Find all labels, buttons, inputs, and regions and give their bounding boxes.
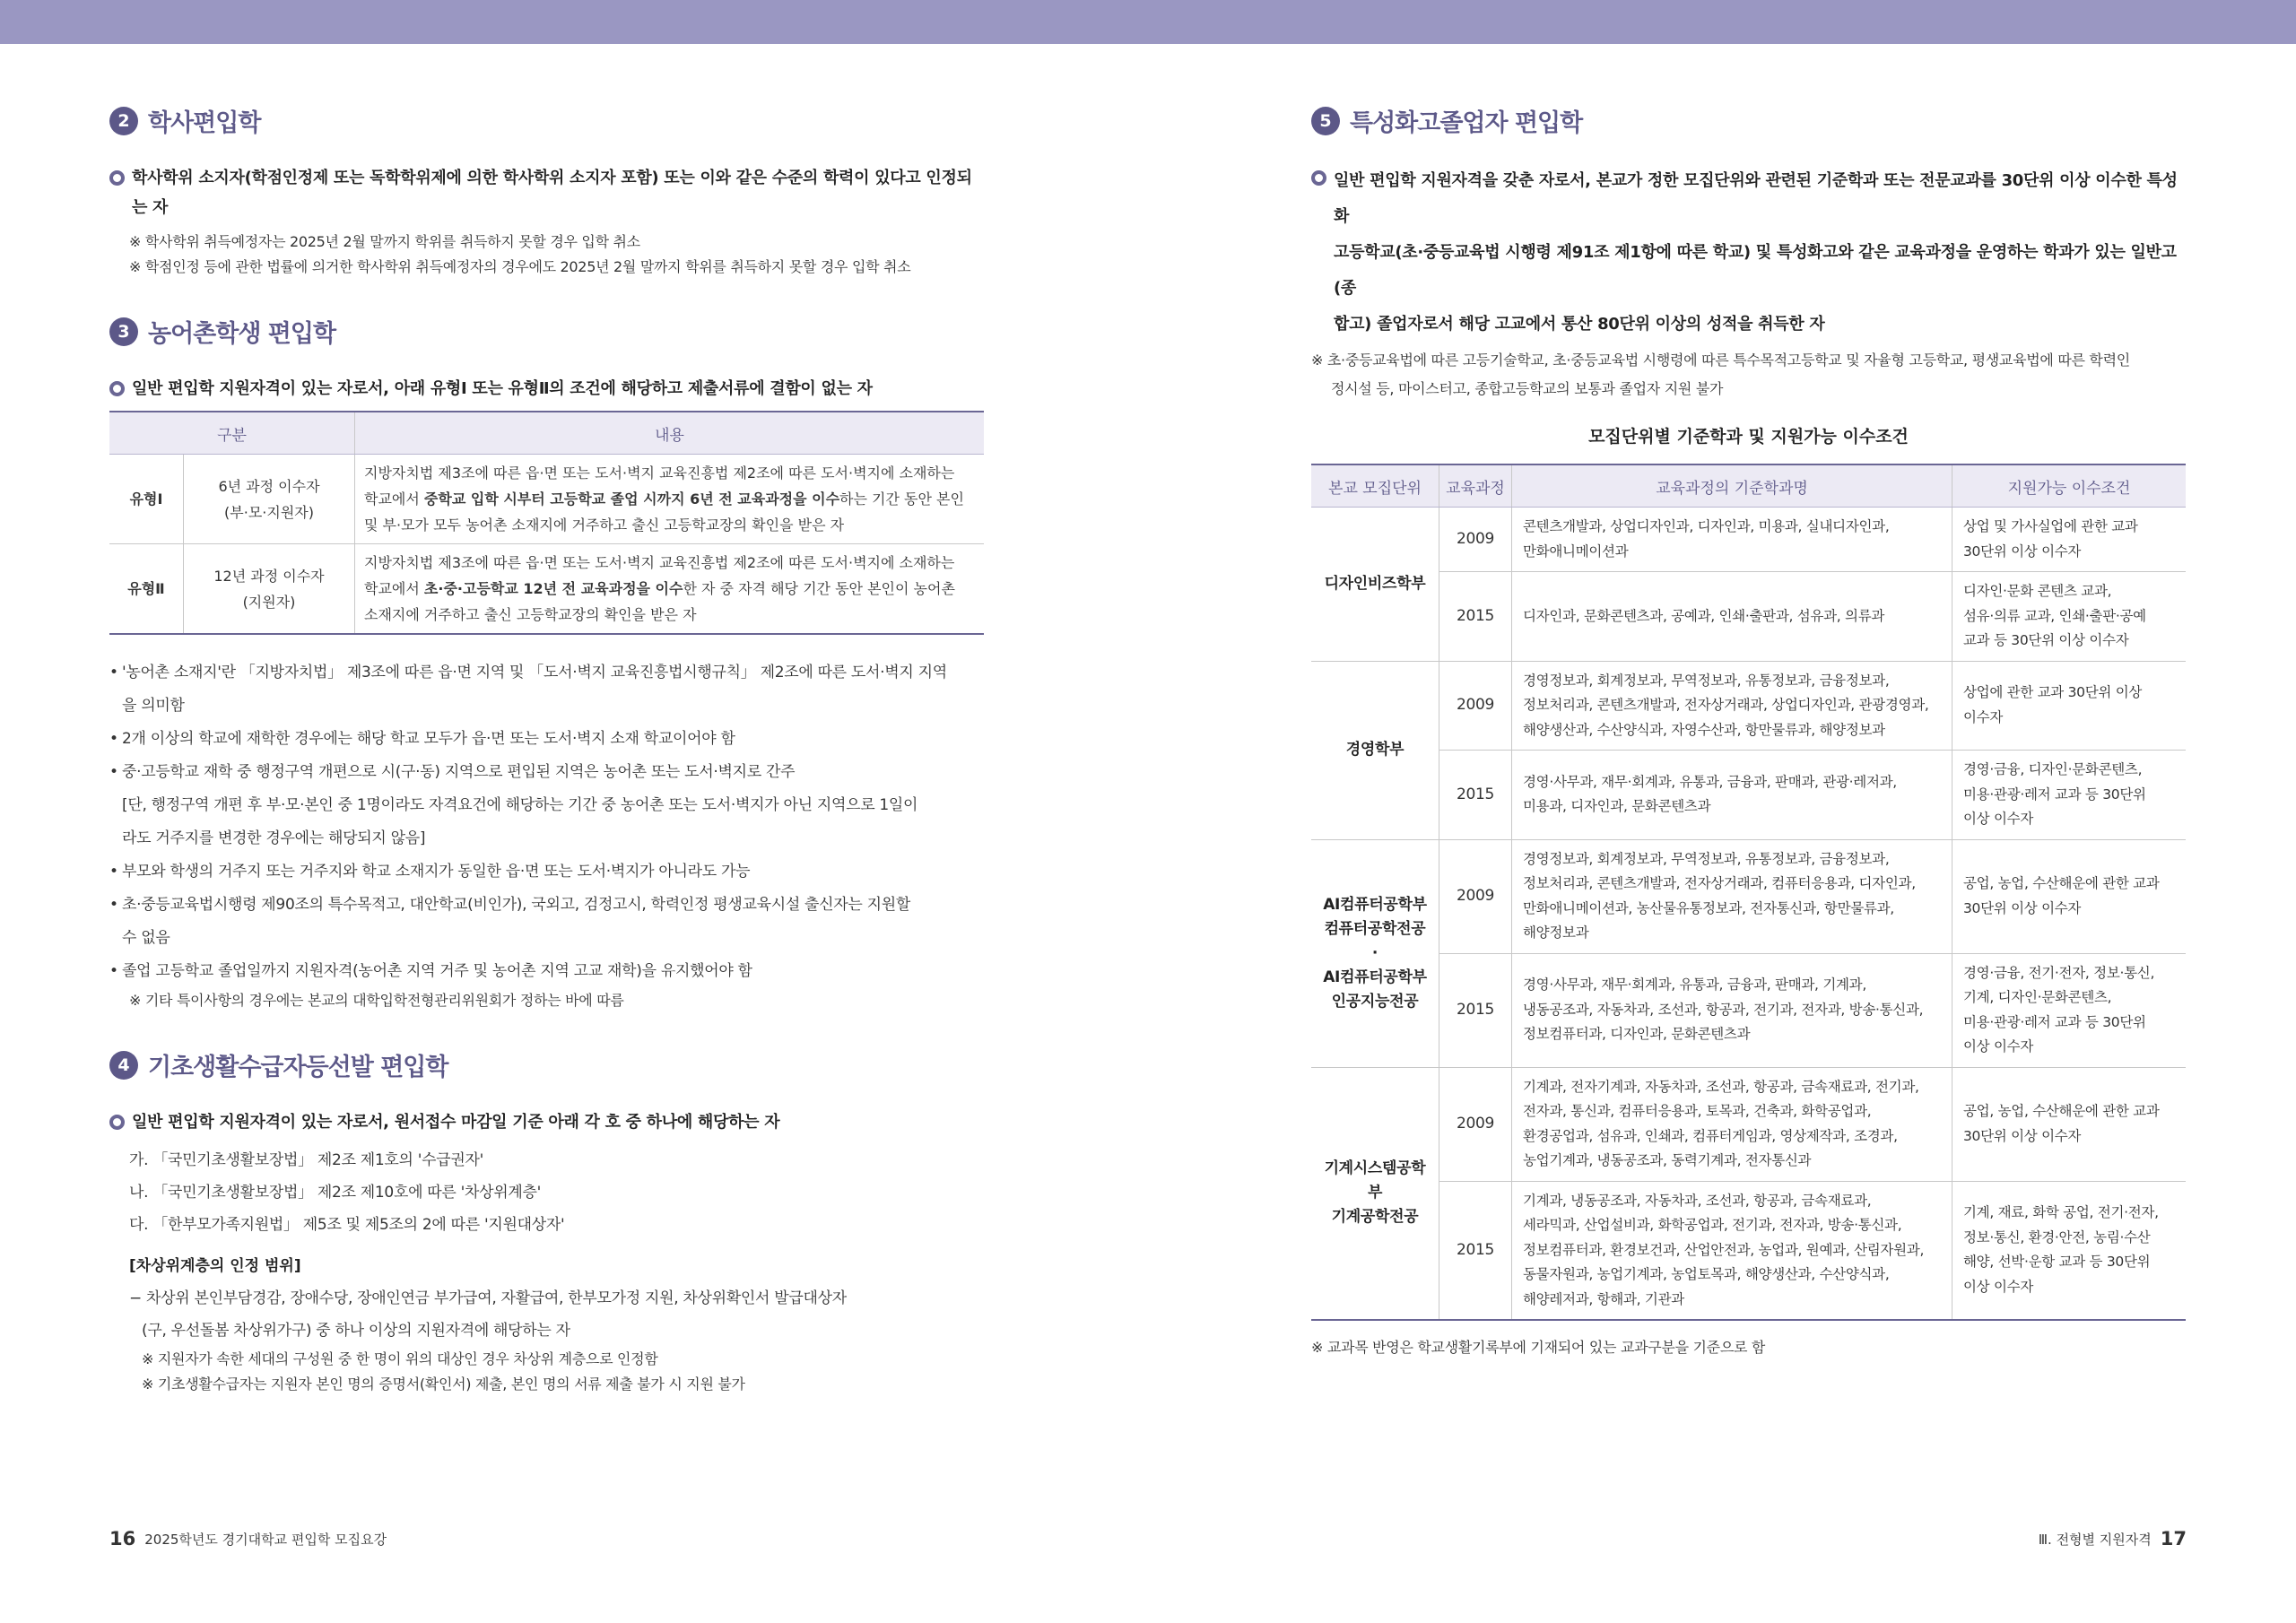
bullet-line: 합고) 졸업자로서 해당 고교에서 통산 80단위 이상의 성적을 취득한 자 [1334,315,1825,334]
table-header: 교육과정 [1439,464,1512,508]
list-item: • 중·고등학교 재학 중 행정구역 개편으로 시(구·동) 지역으로 편입된 지역은 농어촌 또는 도서·벽지로 간주 [109,756,984,789]
dept-line: 기계공학전공 [1331,1208,1419,1227]
curriculum-year: 2015 [1439,1181,1512,1320]
curriculum-year: 2015 [1439,572,1512,662]
bullet-line: 고등학교(초·중등교육법 시행령 제91조 제1항에 따른 학교) 및 특성화고와 같은 교육과정을 운영하는 학과가 있는 일반고(종 [1334,243,2177,298]
dept-cell [1311,508,1439,662]
major-line: 디자인과, 문화콘텐츠과, 공예과, 인쇄·출판과, 섬유과, 의류과 [1523,607,1885,624]
dept-cell [1311,839,1439,1067]
bullet-text: 학사학위 소지자(학점인정제 또는 독학학위제에 의한 학사학위 소지자 포함) 또는 이와 같은 수준의 학력이 있다고 인정되는 자 [132,169,972,217]
type-label: 유형Ⅰ [109,455,184,544]
major-line: 정보컴퓨터과, 환경보건과, 산업안전과, 농업과, 원예과, 산림자원과, [1523,1241,1925,1258]
dept-cell [1311,661,1439,839]
condition-line: 미용·관광·레저 교과 등 30단위 [1963,785,2146,803]
majors-cell [1512,751,1952,840]
footer-title: Ⅲ. 전형별 지원자격 [2038,1531,2152,1548]
majors-cell [1512,661,1952,751]
dept-line: AI컴퓨터공학부 [1323,968,1427,986]
eligibility-bullet [1311,163,2186,343]
type-desc-line: (지원자) [242,593,296,611]
list-item-cont: 수 없음 [122,929,170,947]
condition-line: 공업, 농업, 수산해운에 관한 교과 [1963,875,2160,891]
note: ※ 지원자가 속한 세대의 구성원 중 한 명이 위의 대상인 경우 차상위 계층으로 인정함 [142,1350,658,1367]
list-item: • 2개 이상의 학교에 재학한 경우에는 해당 학교 모두가 읍·면 또는 도서·벽지 소재 학교이어야 함 [109,723,984,756]
eligibility-bullet [109,163,984,222]
content-line: 지방자치법 제3조에 따른 읍·면 또는 도서·벽지 교육진흥법 제2조에 따른 도서·벽지에 소재하는 [364,554,955,571]
curriculum-year: 2009 [1439,839,1512,953]
content-line: 및 부·모가 모두 농어촌 소재지에 거주하고 출신 고등학교장의 확인을 받은 자 [364,516,845,534]
table-row [1311,661,2186,751]
majors-cell [1512,839,1952,953]
major-line: 해양정보과 [1523,924,1589,941]
table-title: 모집단위별 기준학과 및 지원가능 이수조건 [1588,427,1909,447]
major-line: 기계과, 전자기계과, 자동차과, 조선과, 항공과, 금속재료과, 전기과, [1523,1078,1919,1095]
condition-cell [1952,751,2187,840]
majors-cell [1512,953,1952,1067]
content-text: 학교에서 [364,580,424,597]
page-number: 17 [2160,1528,2187,1549]
condition-line: 디자인·문화 콘텐츠 교과, [1963,583,2112,599]
curriculum-year: 2009 [1439,1067,1512,1181]
majors-cell [1512,572,1952,662]
condition-line: 이상 이수자 [1963,811,2033,827]
list-item-text: 초·중등교육법시행령 제90조의 특수목적고, 대안학교(비인가), 국외고, 검정고시, 학력인정 평생교육시설 출신자는 지원할 [122,896,911,914]
note: ※ 기타 특이사항의 경우에는 본교의 대학입학전형관리위원회가 정하는 바에 따름 [129,992,624,1009]
content-emphasis: 중학교 입학 시부터 고등학교 졸업 시까지 6년 전 교육과정을 이수 [423,490,840,508]
condition-cell [1952,839,2187,953]
sub-line: (구, 우선돌봄 차상위가구) 중 하나 이상의 지원자격에 해당하는 자 [142,1322,570,1340]
table-row [1311,839,2186,953]
list-item: • 초·중등교육법시행령 제90조의 특수목적고, 대안학교(비인가), 국외고, 검정고시, 학력인정 평생교육시설 출신자는 지원할 [109,889,984,922]
type-content [355,455,985,544]
condition-line: 공업, 농업, 수산해운에 관한 교과 [1963,1103,2160,1119]
major-line: 해양생산과, 수산양식과, 자영수산과, 항만물류과, 해양정보과 [1523,721,1885,738]
dept-cell [1311,1067,1439,1320]
content-line [364,576,975,602]
majors-cell [1512,1181,1952,1320]
note: 정시설 등, 마이스터고, 종합고등학교의 보통과 졸업자 지원 불가 [1331,380,1724,397]
list-item-cont: 라도 거주지를 변경한 경우에는 해당되지 않음] [122,829,426,847]
left-page [109,103,984,1397]
major-line: 정보컴퓨터과, 디자인과, 문화콘텐츠과 [1523,1026,1751,1043]
type-label: 유형Ⅱ [109,544,184,635]
right-page [1311,103,2186,1360]
majors-cell [1512,508,1952,572]
major-criteria-table [1311,464,2186,1321]
table-row [109,455,984,544]
list-item-cont: [단, 행정구역 개편 후 부·모·본인 중 1명이라도 자격요건에 해당하는 기간 중 농어촌 또는 도서·벽지가 아닌 지역으로 1일이 [122,796,918,814]
major-line: 기계과, 냉동공조과, 자동차과, 조선과, 항공과, 금속재료과, [1523,1192,1872,1209]
list-item: • '농어촌 소재지'란 「지방자치법」 제3조에 따른 읍·면 지역 및 「도서·벽지 교육진흥법시행규칙」 제2조에 따른 도서·벽지 지역 [109,656,984,690]
section-4-heading [109,1047,984,1082]
condition-line: 미용·관광·레저 교과 등 30단위 [1963,1013,2146,1030]
table-header: 교육과정의 기준학과명 [1512,464,1952,508]
rural-conditions-list [109,656,984,1013]
top-color-bar [0,0,2296,44]
condition-cell [1952,953,2187,1067]
major-line: 냉동공조과, 자동차과, 조선과, 항공과, 전기과, 전자과, 방송·통신과, [1523,1001,1924,1018]
major-line: 경영·사무과, 재무·회계과, 유통과, 금융과, 판매과, 기계과, [1523,976,1866,994]
eligibility-bullet [109,1107,984,1137]
section-title: 기초생활수급자등선발 편입학 [148,1054,448,1081]
major-line: 경영정보과, 회계정보과, 무역정보과, 유통정보과, 금융정보과, [1523,672,1890,689]
major-line: 만화애니메이션과, 농산물유통정보과, 전자통신과, 항만물류과, [1523,899,1894,916]
bullet-line: 일반 편입학 지원자격을 갖춘 자로서, 본교가 정한 모집단위와 관련된 기준학과 또는 전문교과를 30단위 이상 이수한 특성화 [1334,171,2178,226]
eligibility-item: 가. 「국민기초생활보장법」 제2조 제1호의 '수급권자' [129,1151,484,1169]
type-content [355,544,985,635]
note: ※ 학점인정 등에 관한 법률에 의거한 학사학위 취득예정자의 경우에도 2025년 2월 말까지 학위를 취득하지 못할 경우 입학 취소 [129,258,911,275]
condition-line: 30단위 이상 이수자 [1963,899,2082,916]
section-title: 농어촌학생 편입학 [148,320,336,348]
list-item-text: 졸업 고등학교 졸업일까지 지원자격(농어촌 지역 거주 및 농어촌 지역 고교 재학)을 유지했어야 함 [122,962,752,980]
eligibility-item: 나. 「국민기초생활보장법」 제2조 제10호에 따른 '차상위계층' [129,1184,542,1202]
condition-line: 이상 이수자 [1963,1278,2033,1295]
content-text: 학교에서 [364,490,424,508]
type-desc-line: (부·모·지원자) [224,503,314,521]
section-title: 학사편입학 [148,109,261,137]
condition-cell [1952,508,2187,572]
major-line: 경영정보과, 회계정보과, 무역정보과, 유통정보과, 금융정보과, [1523,850,1890,867]
dept-line: 인공지능전공 [1331,992,1419,1011]
condition-line: 정보·통신, 환경·안전, 농림·수산 [1963,1228,2151,1245]
content-text: 한 자 중 자격 해당 기간 동안 본인이 농어촌 [683,580,955,597]
content-line: 소재지에 거주하고 출신 고등학교장의 확인을 받은 자 [364,606,697,623]
eligibility-bullet [109,374,984,404]
section-2-heading [109,103,984,138]
section-number-badge: 3 [109,317,138,346]
type-desc-line: 6년 과정 이수자 [218,477,320,495]
major-line: 경영·사무과, 재무·회계과, 유통과, 금융과, 판매과, 관광·레저과, [1523,773,1897,790]
bullet-circle-icon [109,381,125,396]
curriculum-year: 2009 [1439,661,1512,751]
condition-line: 상업에 관한 교과 30단위 이상 [1963,684,2143,701]
section-5-heading [1311,103,2186,138]
list-item-text: 부모와 학생의 거주지 또는 거주지와 학교 소재지가 동일한 읍·면 또는 도서·벽지가 아니라도 가능 [122,863,751,881]
sub-title: [차상위계층의 인정 범위] [129,1257,301,1275]
content-line: 지방자치법 제3조에 따른 읍·면 또는 도서·벽지 교육진흥법 제2조에 따른 도서·벽지에 소재하는 [364,464,955,482]
table-header-content: 내용 [355,412,985,455]
list-item: • 졸업 고등학교 졸업일까지 지원자격(농어촌 지역 거주 및 농어촌 지역 고교 재학)을 유지했어야 함 [109,955,984,988]
section-number-badge: 4 [109,1051,138,1080]
condition-cell [1952,1067,2187,1181]
dept-line: 경영학부 [1345,741,1405,759]
bullet-text: 일반 편입학 지원자격이 있는 자로서, 원서접수 마감일 기준 아래 각 호 중 하나에 해당하는 자 [132,1113,780,1132]
major-line: 콘텐츠개발과, 상업디자인과, 디자인과, 미용과, 실내디자인과, [1523,518,1890,534]
majors-cell [1512,1067,1952,1181]
major-line: 전자과, 통신과, 컴퓨터응용과, 토목과, 건축과, 화학공업과, [1523,1103,1872,1119]
table-row [1311,751,2186,840]
footer-right [2039,1528,2187,1549]
rural-type-table [109,411,984,635]
major-line: 정보처리과, 콘텐츠개발과, 전자상거래과, 컴퓨터응용과, 디자인과, [1523,875,1916,891]
note: ※ 교과목 반영은 학교생활기록부에 기재되어 있는 교과구분을 기준으로 함 [1311,1339,1766,1356]
dept-line: AI컴퓨터공학부 [1323,895,1427,914]
condition-line: 이상 이수자 [1963,1038,2033,1055]
condition-line: 경영·금융, 디자인·문화콘텐츠, [1963,761,2143,777]
content-text: 하는 기간 동안 본인 [839,490,964,508]
table-row [1311,508,2186,572]
table-row [1311,953,2186,1067]
content-line [364,486,975,512]
content-emphasis: 초·중·고등학교 12년 전 교육과정을 이수 [423,580,683,597]
condition-cell [1952,1181,2187,1320]
table-row [1311,1181,2186,1320]
major-line: 정보처리과, 콘텐츠개발과, 전자상거래과, 상업디자인과, 관광경영과, [1523,697,1929,713]
dept-line: 기계시스템공학부 [1324,1159,1426,1202]
condition-line: 상업 및 가사실업에 관한 교과 [1963,518,2138,534]
major-line: 해양레저과, 항해과, 기관과 [1523,1290,1684,1307]
page-number: 16 [109,1528,136,1549]
bullet-text [1334,163,2186,343]
table-row [1311,1067,2186,1181]
sub-line: − 차상위 본인부담경감, 장애수당, 장애인연금 부가급여, 자활급여, 한부모가정 지원, 차상위확인서 발급대상자 [129,1289,847,1307]
eligibility-item: 다. 「한부모가족지원법」 제5조 및 제5조의 2에 따른 '지원대상자' [129,1216,565,1234]
list-item: • 부모와 학생의 거주지 또는 거주지와 학교 소재지가 동일한 읍·면 또는 도서·벽지가 아니라도 가능 [109,855,984,889]
dept-line: 컴퓨터공학전공 [1324,919,1426,938]
curriculum-year: 2015 [1439,953,1512,1067]
major-line: 세라믹과, 산업설비과, 화학공업과, 전기과, 전자과, 방송·통신과, [1523,1217,1902,1233]
table-body [1311,508,2186,1321]
note: ※ 초·중등교육법에 따른 고등기술학교, 초·중등교육법 시행령에 따른 특수목적고등학교 및 자율형 고등학교, 평생교육법에 따른 학력인 [1311,352,2130,369]
footer-title: 2025학년도 경기대학교 편입학 모집요강 [144,1531,387,1548]
condition-line: 기계, 재료, 화학 공업, 전기·전자, [1963,1204,2159,1221]
curriculum-year: 2009 [1439,508,1512,572]
note: ※ 학사학위 취득예정자는 2025년 2월 말까지 학위를 취득하지 못할 경우 입학 취소 [129,233,640,250]
condition-line: 이수자 [1963,708,2004,725]
note: ※ 기초생활수급자는 지원자 본인 명의 증명서(확인서) 제출, 본인 명의 서류 제출 불가 시 지원 불가 [142,1376,745,1393]
table-row [1311,572,2186,662]
section-title: 특성화고졸업자 편입학 [1350,109,1583,137]
list-item-text: '농어촌 소재지'란 「지방자치법」 제3조에 따른 읍·면 지역 및 「도서·벽지 교육진흥법시행규칙」 제2조에 따른 도서·벽지 지역 [122,664,947,681]
condition-line: 경영·금융, 전기·전자, 정보·통신, [1963,964,2155,981]
condition-cell [1952,661,2187,751]
table-header: 본교 모집단위 [1311,464,1439,508]
footer-left [109,1528,387,1549]
section-3-heading [109,314,984,349]
type-desc [184,544,355,635]
bullet-circle-icon [1311,170,1326,186]
condition-line: 섬유·의류 교과, 인쇄·출판·공예 [1963,607,2146,624]
type-desc-line: 12년 과정 이수자 [213,567,325,585]
list-item-text: 중·고등학교 재학 중 행정구역 개편으로 시(구·동) 지역으로 편입된 지역은 농어촌 또는 도서·벽지로 간주 [122,763,796,781]
section-number-badge: 5 [1311,107,1340,135]
major-line: 동물자원과, 농업기계과, 농업토목과, 해양생산과, 수산양식과, [1523,1266,1890,1282]
section-number-badge: 2 [109,107,138,135]
curriculum-year: 2015 [1439,751,1512,840]
condition-line: 기계, 디자인·문화콘텐츠, [1963,989,2112,1005]
table-header-category: 구분 [109,412,355,455]
condition-cell [1952,572,2187,662]
major-line: 농업기계과, 냉동공조과, 동력기계과, 전자통신과 [1523,1152,1812,1168]
dept-line: · [1371,943,1378,962]
condition-line: 30단위 이상 이수자 [1963,542,2082,560]
bullet-text: 일반 편입학 지원자격이 있는 자로서, 아래 유형Ⅰ 또는 유형Ⅱ의 조건에 해당하고 제출서류에 결함이 없는 자 [132,379,873,398]
condition-line: 교과 등 30단위 이상 이수자 [1963,632,2129,648]
major-line: 만화애니메이션과 [1523,542,1629,560]
table-row [109,544,984,635]
dept-line: 디자인비즈학부 [1324,574,1426,593]
type-desc [184,455,355,544]
table-header: 지원가능 이수조건 [1952,464,2187,508]
condition-line: 해양, 선박·운항 교과 등 30단위 [1963,1254,2151,1271]
list-item-text: 2개 이상의 학교에 재학한 경우에는 해당 학교 모두가 읍·면 또는 도서·벽지 소재 학교이어야 함 [122,730,735,748]
major-line: 미용과, 디자인과, 문화콘텐츠과 [1523,798,1711,815]
bullet-circle-icon [109,1115,125,1130]
bullet-circle-icon [109,170,125,186]
list-item-cont: 을 의미함 [122,697,185,715]
condition-line: 30단위 이상 이수자 [1963,1127,2082,1144]
major-line: 환경공업과, 섬유과, 인쇄과, 컴퓨터게임과, 영상제작과, 조경과, [1523,1127,1898,1144]
